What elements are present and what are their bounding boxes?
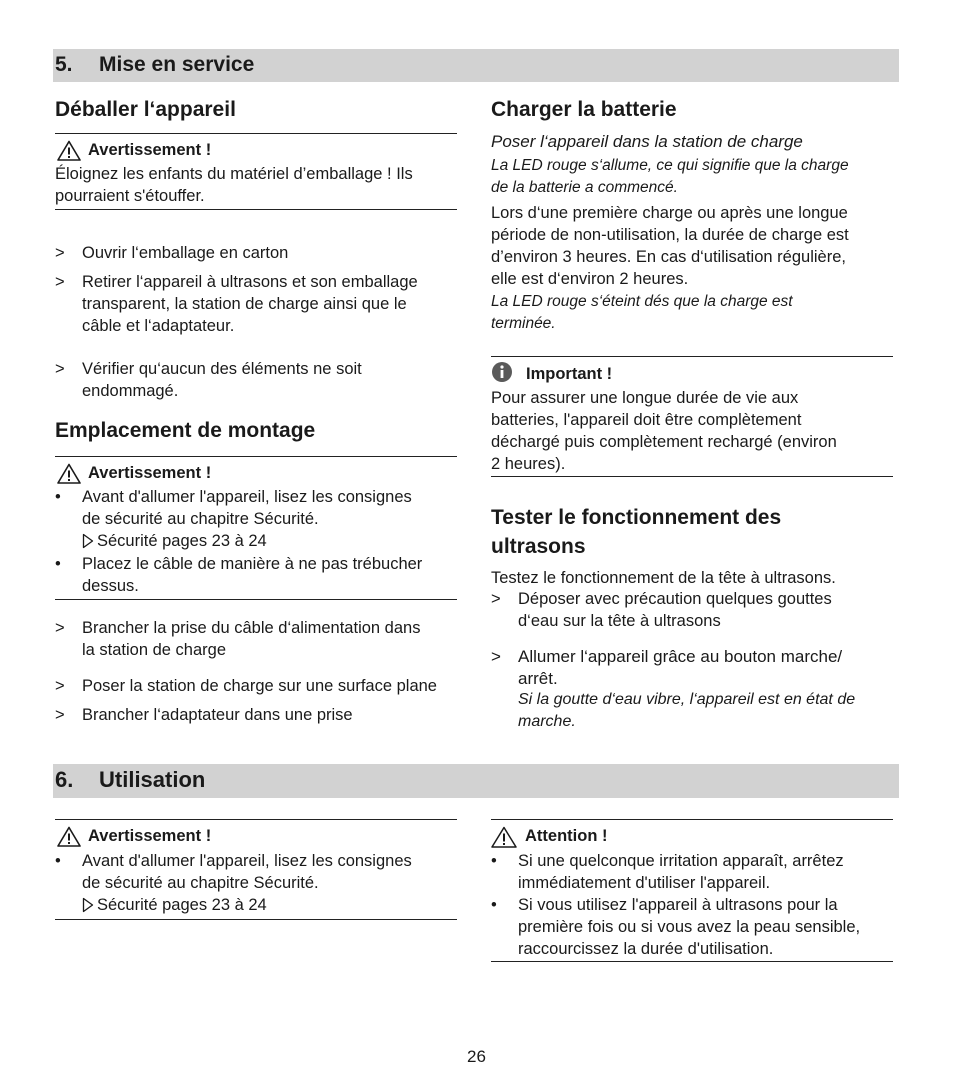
tester-heading-line: ultrasons xyxy=(491,535,586,558)
warning-title: Avertissement ! xyxy=(88,827,212,845)
charger-subheading: Poser l‘appareil dans la station de charge xyxy=(491,132,803,151)
step-text: Brancher la prise du câble d‘alimentation dans xyxy=(82,619,421,637)
charger-body-line: d’environ 3 heures. En cas d‘utilisation régulière, xyxy=(491,248,846,266)
bullet-char: • xyxy=(55,488,61,506)
led-off-line: La LED rouge s‘éteint dés que la charge est xyxy=(491,293,793,310)
warning-triangle-icon xyxy=(57,140,81,161)
section-title: Utilisation xyxy=(99,767,206,792)
important-text-line: déchargé puis complètement rechargé (environ xyxy=(491,433,837,451)
bullet-text: dessus. xyxy=(82,577,139,595)
step-text: Allumer l‘appareil grâce au bouton marche/ xyxy=(518,647,843,666)
warning-triangle-icon xyxy=(57,826,81,847)
step-marker: > xyxy=(55,677,65,695)
page-number: 26 xyxy=(467,1047,486,1066)
warning-text-line: pourraient s'étouffer. xyxy=(55,187,205,205)
arrow-right-icon xyxy=(82,897,94,913)
section-title: Mise en service xyxy=(99,53,255,76)
important-text-line: batteries, l'appareil doit être complètement xyxy=(491,411,802,429)
tester-result-line: marche. xyxy=(518,713,576,730)
bullet-char: • xyxy=(55,852,61,870)
step-text: endommagé. xyxy=(82,382,179,400)
warning-text-line: Éloignez les enfants du matériel d’emballage ! Ils xyxy=(55,165,413,183)
bullet-char: • xyxy=(491,896,497,914)
page-reference-text: Sécurité pages 23 à 24 xyxy=(97,532,267,550)
step-text: la station de charge xyxy=(82,641,227,659)
attention-triangle-icon xyxy=(491,826,517,848)
tester-intro: Testez le fonctionnement de la tête à ultrasons. xyxy=(491,569,836,587)
divider xyxy=(491,476,893,477)
important-text-line: 2 heures). xyxy=(491,455,566,473)
step-marker: > xyxy=(55,244,65,262)
divider xyxy=(55,919,457,920)
bullet-char: • xyxy=(491,852,497,870)
warning-title: Avertissement ! xyxy=(88,464,212,482)
bullet-text: raccourcissez la durée d'utilisation. xyxy=(518,940,774,958)
step-marker: > xyxy=(491,647,501,666)
divider xyxy=(491,961,893,962)
divider xyxy=(55,819,457,820)
charger-heading: Charger la batterie xyxy=(491,98,677,121)
charger-body-line: période de non-utilisation, la durée de charge est xyxy=(491,226,849,244)
bullet-text: de sécurité au chapitre Sécurité. xyxy=(82,510,319,528)
page-reference[interactable] xyxy=(82,894,267,916)
step-text: transparent, la station de charge ainsi que le xyxy=(82,295,407,313)
important-text-line: Pour assurer une longue durée de vie aux xyxy=(491,389,799,407)
bullet-text: immédiatement d'utiliser l'appareil. xyxy=(518,874,771,892)
info-icon xyxy=(491,361,513,383)
warning-triangle-icon xyxy=(57,463,81,484)
deballer-heading: Déballer l‘appareil xyxy=(55,98,236,121)
bullet-text: Si une quelconque irritation apparaît, arrêtez xyxy=(518,852,844,870)
bullet-text: de sécurité au chapitre Sécurité. xyxy=(82,874,319,892)
step-text: d‘eau sur la tête à ultrasons xyxy=(518,612,721,630)
section-number: 6. xyxy=(55,767,74,792)
charger-body-line: elle est d‘environ 2 heures. xyxy=(491,270,689,288)
divider xyxy=(55,209,457,210)
step-text: câble et l‘adaptateur. xyxy=(82,317,235,335)
divider xyxy=(55,133,457,134)
tester-result-line: Si la goutte d‘eau vibre, l‘appareil est en état de xyxy=(518,691,856,708)
step-text: Ouvrir l‘emballage en carton xyxy=(82,244,289,262)
led-on-line: La LED rouge s‘allume, ce qui signifie que la charge xyxy=(491,157,849,174)
page-reference[interactable] xyxy=(82,530,267,552)
step-text: arrêt. xyxy=(518,669,558,688)
step-marker: > xyxy=(55,273,65,291)
step-marker: > xyxy=(55,619,65,637)
led-on-line: de la batterie a commencé. xyxy=(491,179,678,196)
led-off-line: terminée. xyxy=(491,315,556,332)
section-5-header xyxy=(53,49,899,82)
step-marker: > xyxy=(55,706,65,724)
divider xyxy=(491,819,893,820)
divider xyxy=(55,599,457,600)
tester-heading-line: Tester le fonctionnement des xyxy=(491,506,782,529)
bullet-text: Si vous utilisez l'appareil à ultrasons pour la xyxy=(518,896,838,914)
section-number: 5. xyxy=(55,53,73,76)
step-marker: > xyxy=(491,590,501,608)
warning-title: Avertissement ! xyxy=(88,141,212,159)
step-text: Déposer avec précaution quelques gouttes xyxy=(518,590,832,608)
page-reference-text: Sécurité pages 23 à 24 xyxy=(97,896,267,914)
step-text: Vérifier qu‘aucun des éléments ne soit xyxy=(82,360,362,378)
divider xyxy=(491,356,893,357)
step-text: Retirer l‘appareil à ultrasons et son emballage xyxy=(82,273,418,291)
important-title: Important ! xyxy=(526,365,613,383)
bullet-text: Avant d'allumer l'appareil, lisez les consignes xyxy=(82,852,412,870)
step-text: Poser la station de charge sur une surface plane xyxy=(82,677,437,695)
section-6-header xyxy=(53,764,899,798)
step-marker: > xyxy=(55,360,65,378)
emplacement-heading: Emplacement de montage xyxy=(55,419,316,442)
charger-body-line: Lors d‘une première charge ou après une longue xyxy=(491,204,848,222)
attention-title: Attention ! xyxy=(525,827,608,845)
bullet-text: Placez le câble de manière à ne pas trébucher xyxy=(82,555,423,573)
arrow-right-icon xyxy=(82,533,94,549)
divider xyxy=(55,456,457,457)
bullet-text: Avant d'allumer l'appareil, lisez les consignes xyxy=(82,488,412,506)
step-text: Brancher l‘adaptateur dans une prise xyxy=(82,706,353,724)
bullet-text: première fois ou si vous avez la peau sensible, xyxy=(518,918,861,936)
bullet-char: • xyxy=(55,555,61,573)
